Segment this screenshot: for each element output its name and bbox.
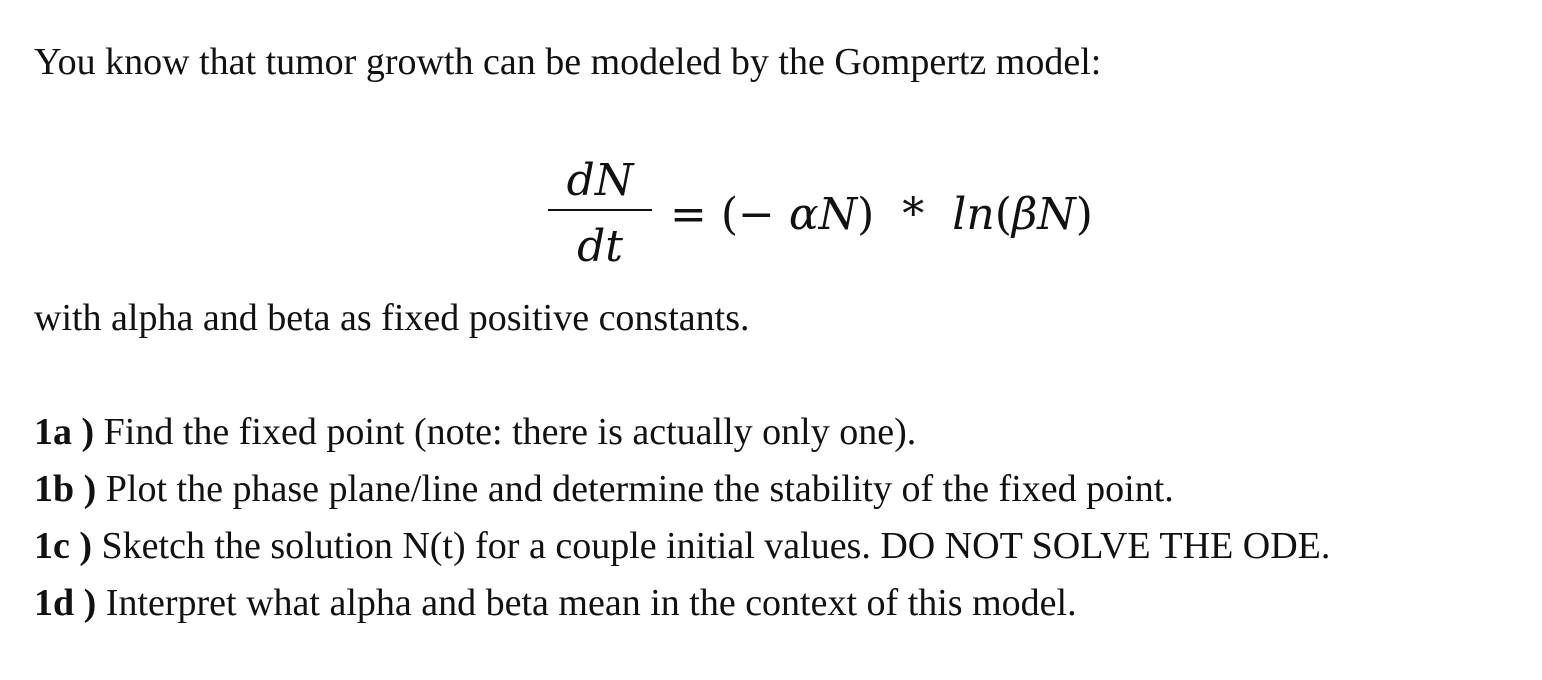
question-text: Plot the phase plane/line and determine the stability of the fixed point.: [105, 468, 1174, 510]
gompertz-equation: [548, 150, 1248, 280]
derivative-fraction: [548, 150, 652, 280]
ln-open-paren: (: [994, 189, 1012, 240]
alpha-n-term: αN: [788, 189, 858, 240]
question-label: 1b ): [34, 468, 97, 510]
question-label: 1a ): [34, 411, 95, 453]
equation-right-side: [670, 188, 1093, 242]
question-1b: [34, 461, 1330, 518]
constants-note: with alpha and beta as fixed positive constants.: [34, 297, 750, 339]
beta-n-term: βN: [1011, 189, 1076, 240]
equals-sign: =: [670, 189, 707, 240]
fraction-bar: [548, 209, 652, 211]
question-text: Sketch the solution N(t) for a couple initial values. DO NOT SOLVE THE ODE.: [101, 525, 1331, 567]
fraction-denominator: dt: [577, 221, 623, 272]
question-text: Find the fixed point (note: there is actually only one).: [103, 411, 917, 453]
rhs-close-paren: ): [857, 189, 875, 240]
ln-close-paren: ): [1075, 189, 1093, 240]
question-list: [34, 404, 1330, 632]
fraction-numerator: dN: [566, 155, 634, 206]
rhs-open-paren: (−: [720, 189, 789, 240]
ln-function: ln: [952, 189, 995, 240]
question-1c: [34, 518, 1330, 575]
intro-text: You know that tumor growth can be modeled by the Gompertz model:: [34, 41, 1102, 83]
question-label: 1d ): [34, 582, 97, 624]
question-text: Interpret what alpha and beta mean in the context of this model.: [105, 582, 1077, 624]
question-1a: [34, 404, 1330, 461]
multiply-operator: *: [902, 189, 925, 240]
question-label: 1c ): [34, 525, 93, 567]
question-1d: [34, 575, 1330, 632]
